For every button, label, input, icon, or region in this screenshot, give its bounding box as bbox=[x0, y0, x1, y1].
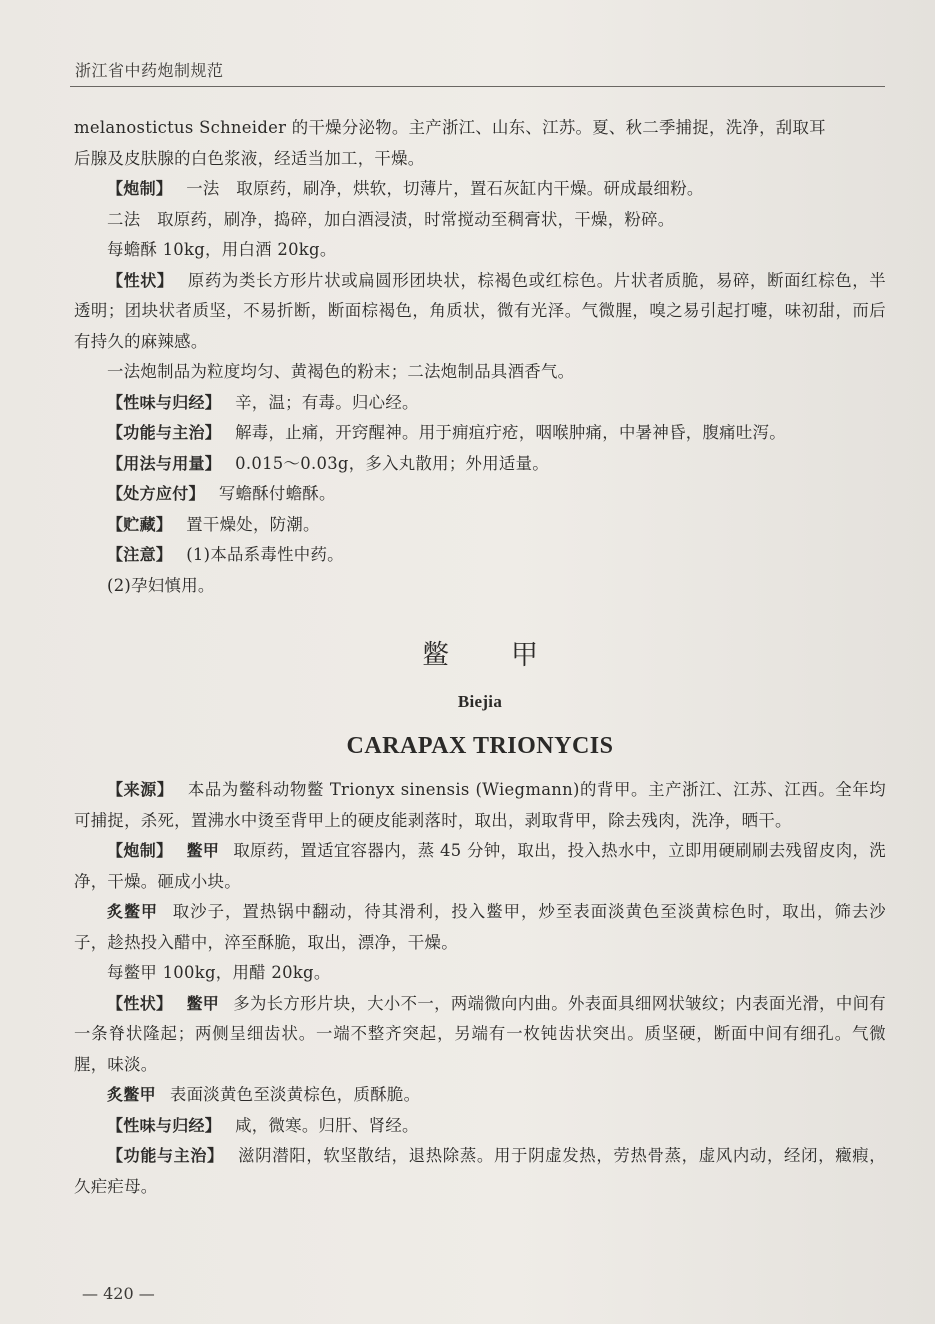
section-label: 【来源】 bbox=[107, 780, 174, 799]
sub-label: 炙鳖甲 bbox=[107, 902, 159, 921]
section-label: 【炮制】 bbox=[107, 841, 173, 860]
section-label: 【性状】 bbox=[107, 993, 173, 1013]
entry-nature-text: 咸，微寒。归肝、肾经。 bbox=[235, 1115, 419, 1135]
entry-title-block bbox=[74, 635, 886, 763]
prev-source-line-1: melanostictus Schneider 的干燥分泌物。主产浙江、山东、江苏。夏、秋二季捕捉，洗净，刮取耳 bbox=[74, 118, 826, 137]
sub-label: 鳖甲 bbox=[186, 841, 220, 860]
prev-characteristics-text-2: 一法炮制品为粒度均匀、黄褐色的粉末；二法炮制品具酒香气。 bbox=[107, 362, 575, 381]
prev-storage-text: 置干燥处，防潮。 bbox=[186, 514, 320, 534]
prev-usage bbox=[74, 449, 886, 480]
prev-prescription-text: 写蟾酥付蟾酥。 bbox=[218, 484, 336, 503]
running-head: 浙江省中药炮制规范 bbox=[75, 61, 224, 80]
section-label: 【贮藏】 bbox=[107, 514, 173, 534]
prev-usage-text: 0.015～0.03g，多入丸散用；外用适量。 bbox=[235, 453, 549, 473]
prev-processing-text-2: 二法 取原药，刷净，捣碎，加白酒浸渍，时常搅动至稠膏状，干燥，粉碎。 bbox=[107, 209, 675, 229]
entry-processing-2 bbox=[74, 897, 886, 958]
prev-processing bbox=[74, 174, 886, 205]
prev-function-text: 解毒，止痛，开窍醒神。用于痈疽疔疮，咽喉肿痛，中暑神昏，腹痛吐泻。 bbox=[235, 423, 786, 442]
entry-source bbox=[74, 775, 886, 836]
section-label: 【性味与归经】 bbox=[107, 1115, 222, 1135]
entry-title-latin: CARAPAX TRIONYCIS bbox=[346, 733, 614, 759]
entry-characteristics-2 bbox=[74, 1080, 886, 1111]
entry-processing bbox=[74, 836, 886, 897]
section-label: 【注意】 bbox=[107, 545, 173, 564]
prev-note bbox=[74, 540, 886, 571]
entry-nature bbox=[74, 1111, 886, 1142]
section-label: 【用法与用量】 bbox=[107, 453, 222, 473]
section-label: 【性味与归经】 bbox=[107, 392, 222, 412]
entry-source-text: 本品为鳖科动物鳖 Trionyx sinensis (Wiegmann)的背甲。主产浙江、江苏、江西。全年均可捕捉，杀死，置沸水中烫至背甲上的硬皮能剥落时，取出，剥取背甲，除去残肉，洗净，晒干。 bbox=[74, 780, 886, 830]
prev-processing-text-3: 每蟾酥 10kg，用白酒 20kg。 bbox=[107, 240, 337, 259]
sub-label: 炙鳖甲 bbox=[107, 1085, 156, 1104]
section-label: 【功能与主治】 bbox=[107, 423, 222, 442]
page-body bbox=[74, 113, 886, 1202]
prev-prescription bbox=[74, 479, 886, 510]
entry-characteristics-text-1: 多为长方形片块，大小不一，两端微向内曲。外表面具细网状皱纹；内表面光滑，中间有一条脊状隆起；两侧呈细齿状。一端不整齐突起，另端有一枚钝齿状突出。质坚硬，断面中间有细孔。气微腥，味淡。 bbox=[74, 993, 886, 1074]
prev-storage bbox=[74, 510, 886, 541]
entry-processing-text-1: 取原药，置适宜容器内，蒸 45 分钟，取出，投入热水中，立即用硬刷刷去残留皮肉，洗净，干燥。砸成小块。 bbox=[74, 841, 886, 891]
entry-characteristics-text-2: 表面淡黄色至淡黄棕色，质酥脆。 bbox=[169, 1085, 421, 1104]
prev-source-line-2: 后腺及皮肤腺的白色浆液，经适当加工，干燥。 bbox=[74, 148, 425, 168]
prev-nature-text: 辛，温；有毒。归心经。 bbox=[235, 392, 419, 412]
entry-function-text: 滋阴潜阳，软坚散结，退热除蒸。用于阴虚发热，劳热骨蒸，虚风内动，经闭，癥瘕，久疟疟母。 bbox=[74, 1146, 886, 1196]
section-label: 【处方应付】 bbox=[107, 484, 205, 503]
prev-note-text-2: (2)孕妇慎用。 bbox=[107, 575, 215, 595]
entry-characteristics bbox=[74, 989, 886, 1081]
prev-processing-text-1: 一法 取原药，刷净，烘软，切薄片，置石灰缸内干燥。研成最细粉。 bbox=[186, 179, 704, 198]
entry-processing-text-3: 每鳖甲 100kg，用醋 20kg。 bbox=[107, 963, 331, 982]
sub-label: 鳖甲 bbox=[186, 993, 220, 1013]
prev-characteristics bbox=[74, 266, 886, 358]
prev-note-text-1: (1)本品系毒性中药。 bbox=[186, 545, 344, 564]
prev-nature bbox=[74, 388, 886, 419]
entry-processing-text-2: 取沙子，置热锅中翻动，待其滑利，投入鳖甲，炒至表面淡黄色至淡黄棕色时，取出，筛去沙子，趁热投入醋中，淬至酥脆，取出，漂净，干燥。 bbox=[74, 902, 886, 952]
section-label: 【功能与主治】 bbox=[107, 1146, 224, 1165]
section-label: 【炮制】 bbox=[107, 179, 173, 198]
entry-function bbox=[74, 1141, 886, 1202]
entry-title-cn: 鳖甲 bbox=[422, 640, 600, 671]
page-number: — 420 — bbox=[82, 1284, 155, 1303]
prev-function bbox=[74, 418, 886, 449]
header-rule bbox=[70, 86, 885, 87]
entry-title-pinyin: Biejia bbox=[457, 692, 503, 711]
prev-characteristics-text: 原药为类长方形片状或扁圆形团块状，棕褐色或红棕色。片状者质脆，易碎，断面红棕色，半透明；团块状者质坚，不易折断，断面棕褐色，角质状，微有光泽。气微腥，嗅之易引起打嚏，味初甜，而后有持久的麻辣感。 bbox=[74, 270, 886, 351]
section-label: 【性状】 bbox=[107, 270, 174, 290]
